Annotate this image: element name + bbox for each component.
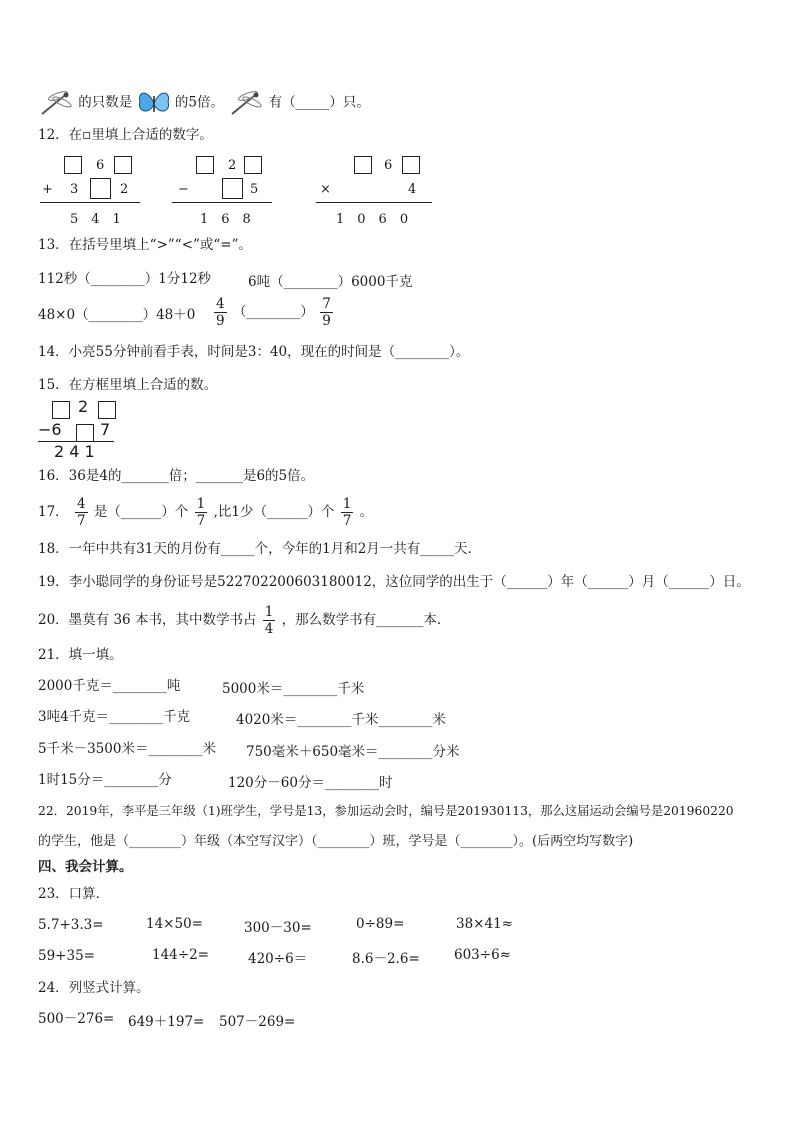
digit: 2	[78, 397, 89, 416]
blank-box[interactable]	[222, 178, 243, 199]
blank-box[interactable]	[354, 156, 372, 174]
q23-row2-1: 59+35=	[38, 948, 95, 964]
digit: 2	[120, 182, 129, 197]
q21-title: 21．填一填。	[38, 647, 123, 663]
q24-item-2: 649＋197=	[128, 1014, 205, 1030]
q12-title: 12．在▫里填上合适的数字。	[38, 127, 213, 143]
q19: 19．李小聪同学的身份证号是522702200603180012，这位同学的出生于（______）年（______）月（______）日。	[38, 574, 750, 590]
q23-title: 23．口算．	[38, 886, 110, 902]
q11-text-3: 有（_____）只。	[268, 94, 370, 111]
q11-text-1: 的只数是	[78, 94, 133, 111]
q23-row1-4: 0÷89=	[356, 916, 405, 932]
q12-problem-3	[316, 152, 432, 227]
fraction: $\frac{4}{9}$	[216, 296, 225, 329]
blank-box[interactable]	[52, 401, 70, 419]
q23-row1-2: 14×50=	[146, 916, 203, 932]
operator: ×	[320, 182, 331, 197]
q24-title: 24．列竖式计算。	[38, 980, 150, 996]
blank-box[interactable]	[90, 178, 111, 199]
result: 5 4 1	[70, 212, 121, 227]
blank-box[interactable]	[244, 156, 262, 174]
minus-six: −6	[38, 420, 62, 439]
q12-problem-2	[172, 152, 272, 227]
answer-blank[interactable]: （________）	[232, 304, 314, 320]
fraction: $\frac{7}{9}$	[322, 296, 331, 329]
q17: 17． $\frac{4}{7}$ 是（______）个 $\frac{1}{7}$ ,比1少（______）个 $\frac{1}{7}$ 。	[38, 496, 374, 529]
fraction: $\frac{4}{7}$	[76, 496, 86, 529]
q13-c: 48×0（________）48＋0	[38, 307, 196, 323]
q23-row2-5: 603÷6≈	[454, 947, 511, 963]
q13-title: 13．在括号里填上“>”“<”或“=”。	[38, 237, 253, 253]
blank-box[interactable]	[98, 401, 116, 419]
q11-text-2: 的5倍。	[174, 94, 224, 111]
q23-row2-3: 420÷6＝	[248, 951, 308, 967]
q21-row-1-b: 5000米＝________千米	[222, 681, 365, 697]
digit: 5	[250, 182, 259, 197]
q24-item-1: 500－276=	[38, 1011, 115, 1027]
result: 2 4 1	[54, 442, 95, 461]
q23-row1-3: 300－30=	[244, 920, 312, 936]
q23-row1-1: 5.7+3.3=	[38, 917, 104, 933]
underline	[316, 202, 432, 203]
q18: 18．一年中共有31天的月份有_____个，今年的1月和2月一共有_____天．	[38, 541, 482, 557]
q23-row2-4: 8.6－2.6=	[352, 951, 420, 967]
q22-line-2: 的学生，他是（________）年级（本空写汉字）（________）班，学号是（________）。(后两空均写数字)	[38, 834, 634, 849]
underline	[40, 202, 140, 203]
digit: 2	[228, 158, 237, 173]
fraction: $\frac{1}{7}$	[196, 496, 206, 529]
blank-box[interactable]	[196, 156, 214, 174]
q21-row-4-a: 1时15分＝________分	[38, 772, 172, 788]
dragonfly-icon	[38, 90, 74, 116]
q15-problem	[38, 396, 118, 460]
q13-d	[212, 296, 335, 329]
q16: 16．36是4的_______倍；_______是6的5倍。	[38, 468, 315, 484]
result: 1 6 8	[200, 212, 251, 227]
butterfly-icon	[137, 88, 171, 118]
fraction: $\frac{1}{7}$	[342, 496, 352, 529]
q21-row-2-a: 3吨4千克＝________千克	[38, 709, 191, 725]
dragonfly-icon	[228, 90, 264, 116]
underline	[172, 202, 272, 203]
digit: 6	[384, 158, 393, 173]
q11-line	[38, 88, 370, 118]
q23-row1-5: 38×41≈	[456, 916, 513, 932]
q15-title: 15．在方框里填上合适的数。	[38, 377, 218, 393]
digit: 3	[70, 182, 79, 197]
q24-item-3: 507－269=	[219, 1014, 296, 1030]
operator: +	[42, 182, 53, 197]
digit: 7	[100, 420, 111, 439]
blank-box[interactable]	[114, 156, 132, 174]
q21-row-1-a: 2000千克＝________吨	[38, 678, 181, 694]
q20: 20．墨莫有 36 本书，其中数学书占 $\frac{1}{4}$ ，那么数学书有_______本．	[38, 604, 451, 637]
q23-row2-2: 144÷2=	[152, 947, 209, 963]
q21-row-4-b: 120分－60分＝________时	[228, 775, 393, 791]
q14: 14．小亮55分钟前看手表，时间是3：40，现在的时间是（________）。	[38, 344, 470, 360]
operator: −	[178, 182, 189, 197]
q21-row-3-a: 5千米－3500米＝________米	[38, 741, 216, 757]
result: 1 0 6 0	[336, 212, 409, 227]
digit: 6	[96, 158, 105, 173]
blank-box[interactable]	[76, 424, 94, 442]
q21-row-2-b: 4020米＝________千米________米	[236, 712, 446, 728]
blank-box[interactable]	[402, 156, 420, 174]
q13-a: 112秒（________）1分12秒	[38, 271, 212, 287]
fraction: $\frac{1}{4}$	[264, 604, 274, 637]
digit: 4	[408, 182, 417, 197]
section-title: 四、我会计算。	[38, 859, 133, 875]
q12-problem-1	[40, 152, 140, 227]
q21-row-3-b: 750毫米＋650毫米＝________分米	[246, 744, 460, 760]
blank-box[interactable]	[64, 156, 82, 174]
q13-b: 6吨（________）6000千克	[248, 274, 413, 290]
q22-line-1: 22．2019年，李平是三年级（1)班学生，学号是13，参加运动会时，编号是201930113，那么这届运动会编号是201960220	[38, 804, 734, 818]
